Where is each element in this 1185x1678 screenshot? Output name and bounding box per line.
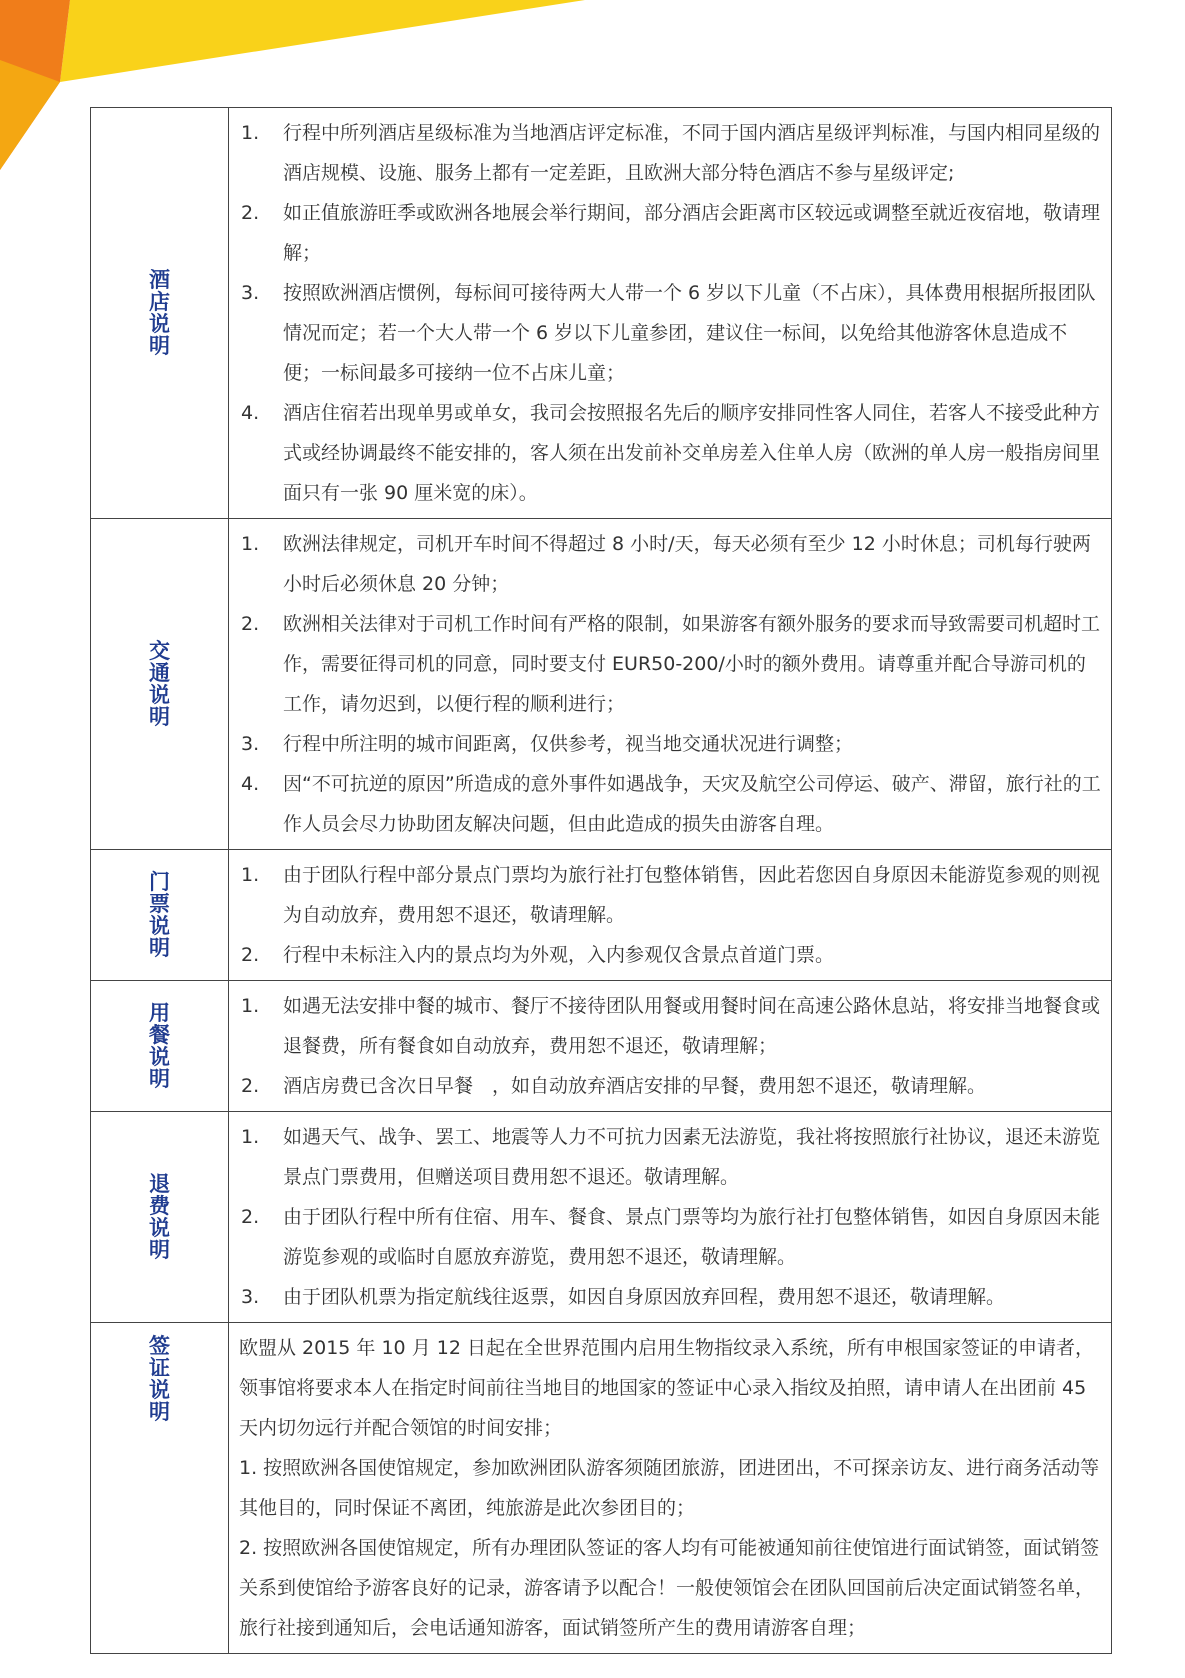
section-title-refund: 退费说明 (149, 1172, 170, 1262)
visa-paragraph: 欧盟从 2015 年 10 月 12 日起在全世界范围内启用生物指纹录入系统，所有申根国家签证的申请者，领事馆将要求本人在指定时间前往当地目的地国家的签证中心录入指纹及拍照，请申请人在出团前 45 天内切勿远行并配合领馆的时间安排； (239, 1337, 1094, 1439)
list-item: 1. 欧洲法律规定，司机开车时间不得超过 8 小时/天，每天必须有至少 12 小时休息；司机每行驶两小时后必须休息 20 分钟； (241, 533, 1091, 595)
section-title-hotel: 酒店说明 (149, 268, 170, 358)
section-row-visa (91, 1323, 1112, 1654)
section-row-hotel (91, 108, 1112, 519)
list-item: 2. 欧洲相关法律对于司机工作时间有严格的限制，如果游客有额外服务的要求而导致需要司机超时工作，需要征得司机的同意，同时要支付 EUR50-200/小时的额外费用。请尊重并配合导游司机的工作，请勿迟到，以便行程的顺利进行； (241, 613, 1101, 715)
visa-paragraph: 1. 按照欧洲各国使馆规定，参加欧洲团队游客须随团旅游，团进团出，不可探亲访友、进行商务活动等其他目的，同时保证不离团，纯旅游是此次参团目的； (239, 1457, 1100, 1519)
section-row-meals (91, 981, 1112, 1112)
section-title-transport: 交通说明 (149, 639, 170, 729)
section-content-refund (229, 1112, 1112, 1323)
list-item: 1. 如遇无法安排中餐的城市、餐厅不接待团队用餐或用餐时间在高速公路休息站，将安排当地餐食或退餐费，所有餐食如自动放弃，费用恕不退还，敬请理解； (241, 995, 1101, 1057)
section-title-tickets: 门票说明 (149, 870, 170, 960)
section-content-meals (229, 981, 1112, 1112)
list-item: 1. 由于团队行程中部分景点门票均为旅行社打包整体销售，因此若您因自身原因未能游览参观的则视为自动放弃，费用恕不退还，敬请理解。 (241, 864, 1101, 926)
section-title-meals: 用餐说明 (149, 1001, 170, 1091)
section-label-cell (91, 1323, 229, 1654)
section-row-refund (91, 1112, 1112, 1323)
section-label-cell (91, 108, 229, 519)
section-label-cell (91, 981, 229, 1112)
list-item: 1. 行程中所列酒店星级标准为当地酒店评定标准，不同于国内酒店星级评判标准，与国内相同星级的酒店规模、设施、服务上都有一定差距，且欧洲大部分特色酒店不参与星级评定; (241, 122, 1101, 184)
list-item: 2. 由于团队行程中所有住宿、用车、餐食、景点门票等均为旅行社打包整体销售，如因自身原因未能游览参观的或临时自愿放弃游览，费用恕不退还，敬请理解。 (241, 1206, 1101, 1268)
list-item: 1. 如遇天气、战争、罢工、地震等人力不可抗力因素无法游览，我社将按照旅行社协议，退还未游览景点门票费用，但赠送项目费用恕不退还。敬请理解。 (241, 1126, 1101, 1188)
list-item: 2. 酒店房费已含次日早餐 ，如自动放弃酒店安排的早餐，费用恕不退还，敬请理解。 (241, 1075, 987, 1097)
list-item: 2. 行程中未标注入内的景点均为外观，入内参观仅含景点首道门票。 (241, 944, 835, 966)
section-label-cell (91, 1112, 229, 1323)
list-item: 3. 按照欧洲酒店惯例，每标间可接待两大人带一个 6 岁以下儿童（不占床），具体费用根据所报团队情况而定；若一个大人带一个 6 岁以下儿童参团，建议住一标间，以免给其他游客休息造成不便；一标间最多可接纳一位不占床儿童； (241, 282, 1096, 384)
section-row-tickets (91, 850, 1112, 981)
section-title-visa: 签证说明 (149, 1334, 170, 1424)
section-row-transport (91, 519, 1112, 850)
travel-notes-table (90, 107, 1112, 1654)
list-item: 3. 行程中所注明的城市间距离，仅供参考，视当地交通状况进行调整； (241, 733, 854, 755)
list-item: 2. 如正值旅游旺季或欧洲各地展会举行期间，部分酒店会距离市区较远或调整至就近夜宿地，敬请理解； (241, 202, 1101, 264)
visa-paragraph: 2. 按照欧洲各国使馆规定，所有办理团队签证的客人均有可能被通知前往使馆进行面试销签，面试销签关系到使馆给予游客良好的记录，游客请予以配合！一般使领馆会在团队回国前后决定面试销签名单，旅行社接到通知后，会电话通知游客，面试销签所产生的费用请游客自理； (239, 1537, 1100, 1639)
section-label-cell (91, 519, 229, 850)
section-content-visa (229, 1323, 1112, 1654)
section-content-tickets (229, 850, 1112, 981)
section-label-cell (91, 850, 229, 981)
list-item: 4. 酒店住宿若出现单男或单女，我司会按照报名先后的顺序安排同性客人同住，若客人不接受此种方式或经协调最终不能安排的，客人须在出发前补交单房差入住单人房（欧洲的单人房一般指房间里面只有一张 90 厘米宽的床）。 (241, 402, 1101, 504)
section-content-hotel (229, 108, 1112, 519)
yellow-stripe (60, 0, 585, 82)
list-item: 3. 由于团队机票为指定航线往返票，如因自身原因放弃回程，费用恕不退还，敬请理解。 (241, 1286, 1006, 1308)
section-content-transport (229, 519, 1112, 850)
list-item: 4. 因“不可抗逆的原因”所造成的意外事件如遇战争，天灾及航空公司停运、破产、滞留，旅行社的工作人员会尽力协助团友解决问题，但由此造成的损失由游客自理。 (241, 773, 1101, 835)
